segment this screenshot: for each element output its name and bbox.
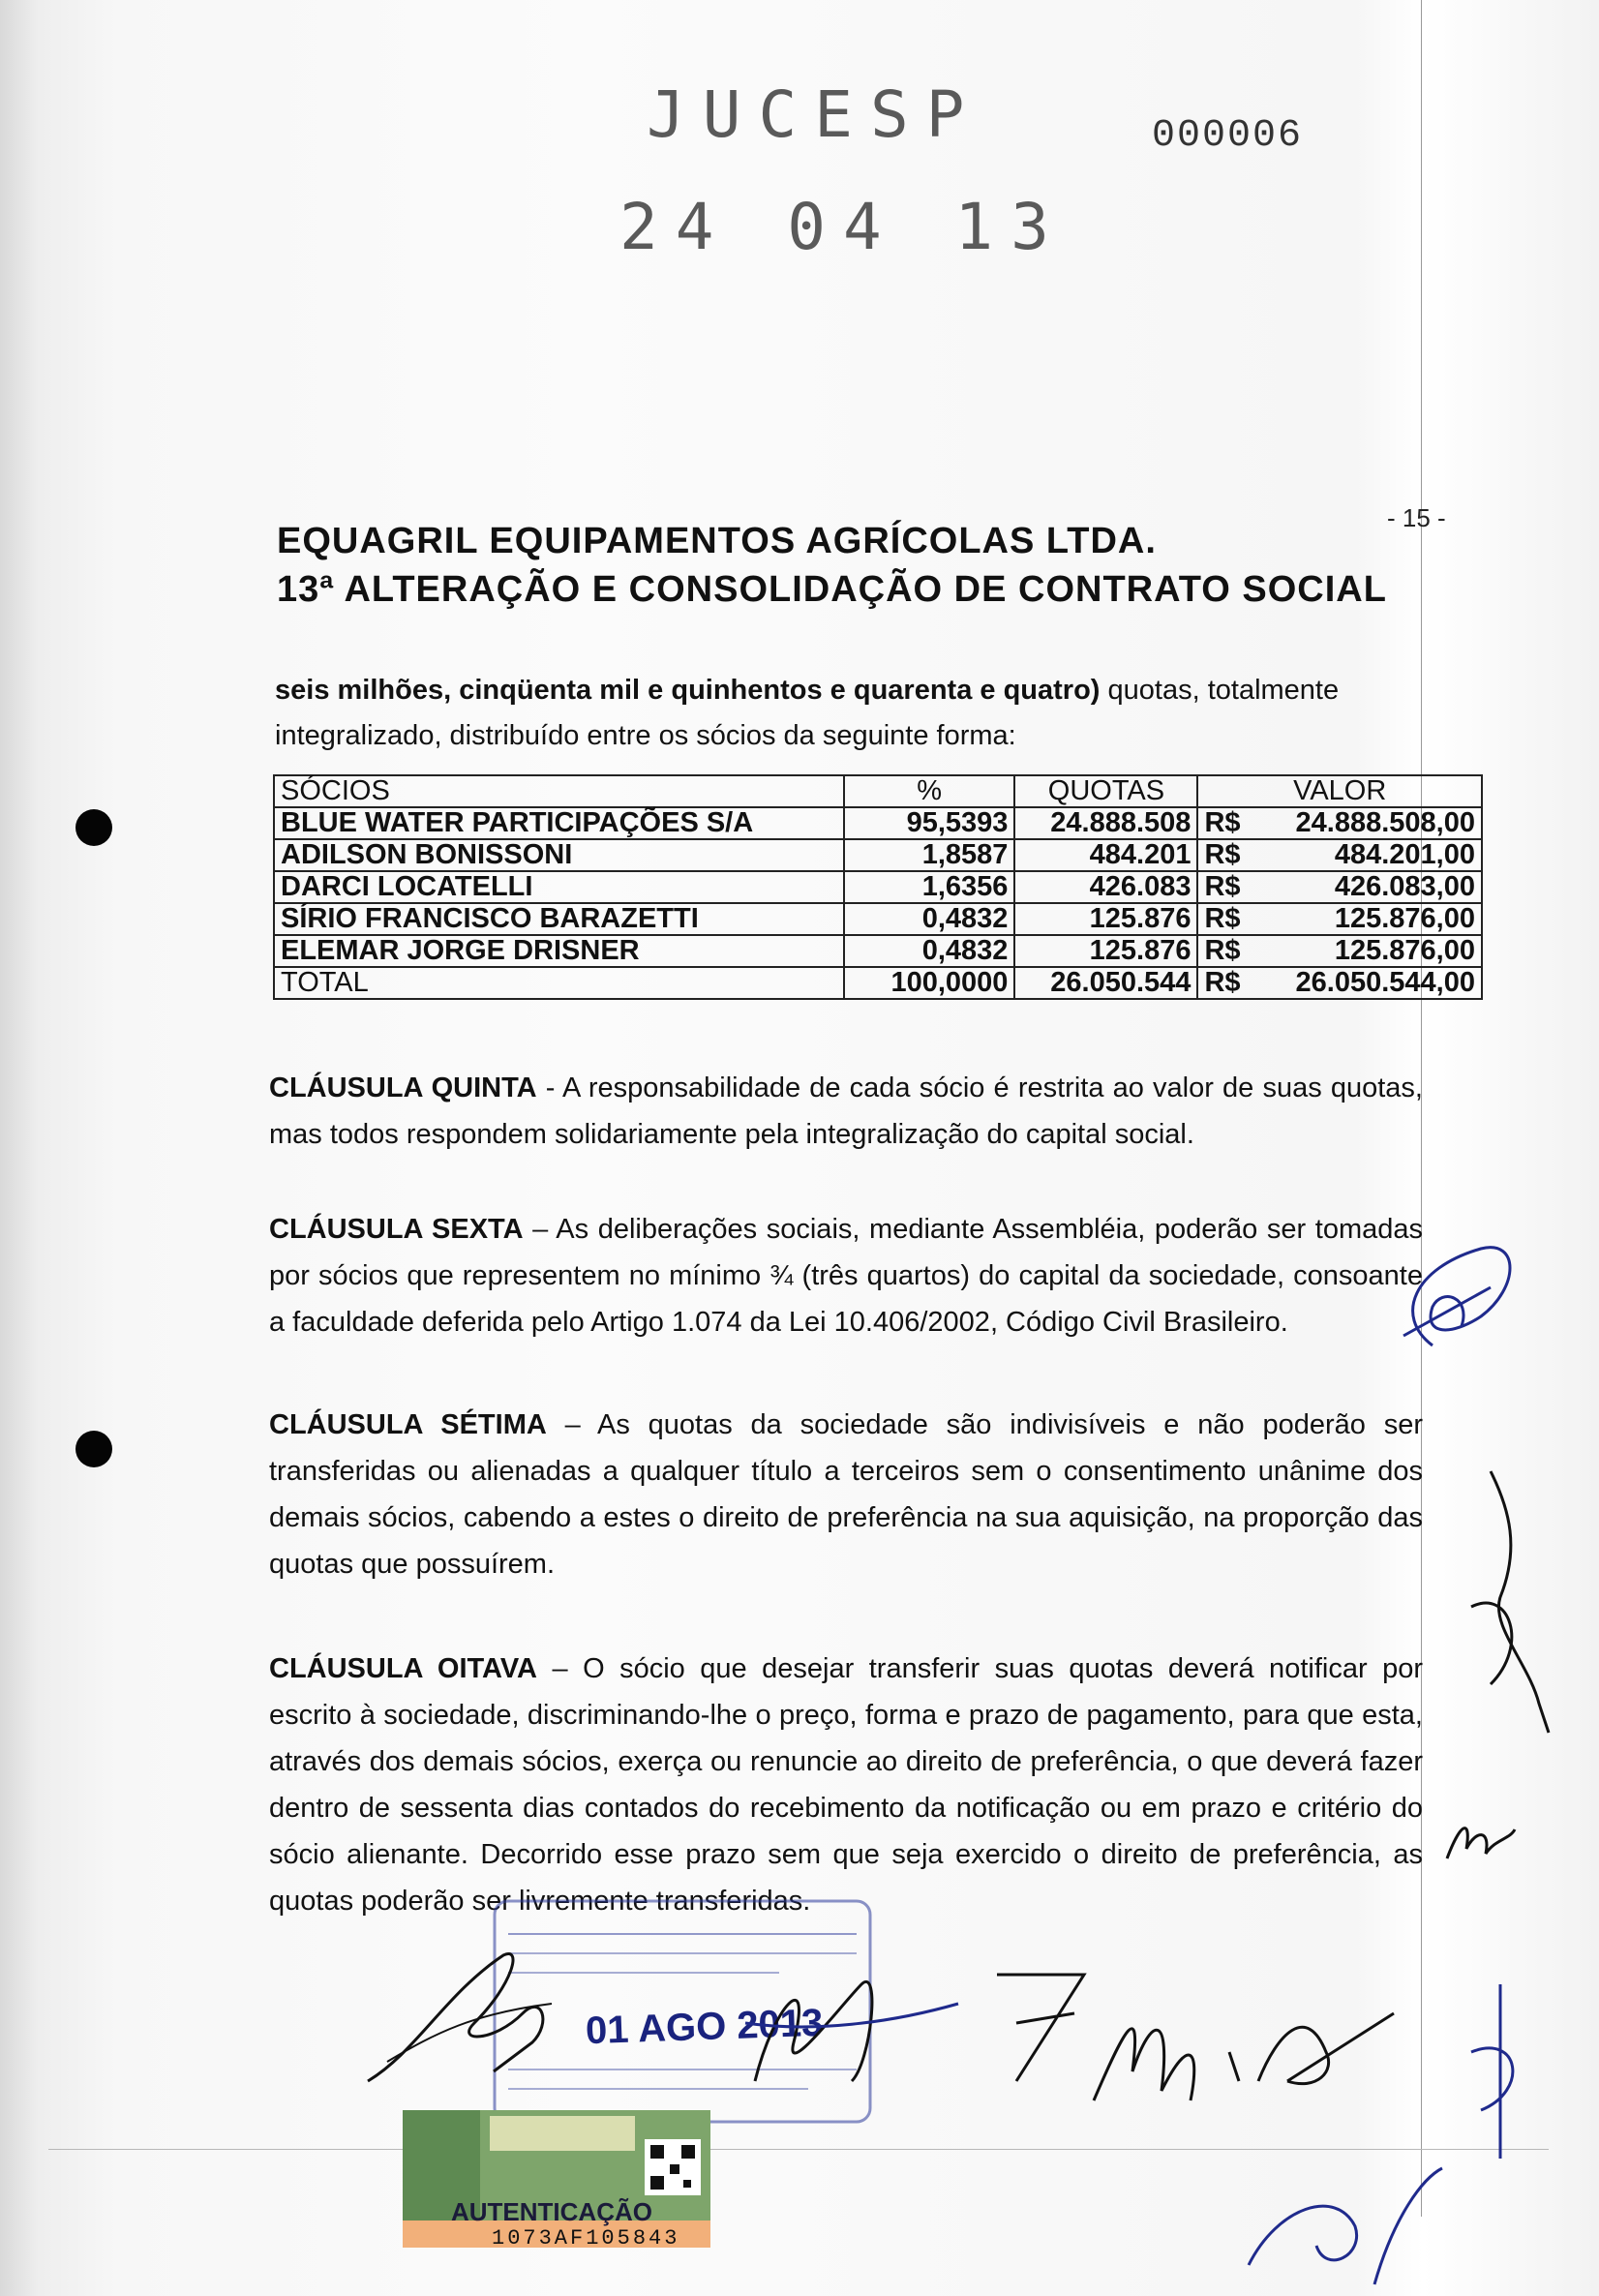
- header-valor: VALOR: [1197, 775, 1482, 807]
- partner-name: ADILSON BONISSONI: [274, 839, 844, 871]
- partner-quotas: 24.888.508: [1014, 807, 1197, 839]
- table-header-row: [274, 775, 1482, 807]
- clause-seventh: [269, 1402, 1423, 1587]
- partner-currency: R$: [1197, 839, 1252, 871]
- partners-table: [273, 774, 1483, 1000]
- table-row: [274, 871, 1482, 903]
- total-label: TOTAL: [274, 967, 844, 999]
- partner-valor: 125.876,00: [1252, 935, 1482, 967]
- intro-bold: seis milhões, cinqüenta mil e quinhentos e quarenta e quatro): [275, 675, 1101, 706]
- partner-quotas: 125.876: [1014, 903, 1197, 935]
- intro-paragraph: [275, 668, 1427, 759]
- partner-currency: R$: [1197, 903, 1252, 935]
- clause-text: – As deliberações sociais, mediante Assembléia, poderão ser tomadas por sócios que representem no mínimo ¾ (três quartos) do capital da sociedade, consoante a faculdade deferida pelo Artigo 1.074 da Lei 10.406/2002, Código Civil Brasileiro.: [269, 1214, 1424, 1338]
- punch-hole-top: [75, 809, 112, 846]
- clause-eighth: [269, 1646, 1423, 1924]
- partner-name: SÍRIO FRANCISCO BARAZETTI: [274, 903, 844, 935]
- partner-currency: R$: [1197, 807, 1252, 839]
- clause-title: CLÁUSULA OITAVA: [269, 1653, 537, 1684]
- total-quotas: 26.050.544: [1014, 967, 1197, 999]
- table-row: [274, 807, 1482, 839]
- clause-title: CLÁUSULA SEXTA: [269, 1214, 524, 1245]
- partner-valor: 24.888.508,00: [1252, 807, 1482, 839]
- punch-hole-bottom: [75, 1431, 112, 1467]
- partner-valor: 484.201,00: [1252, 839, 1482, 871]
- partner-percent: 1,8587: [844, 839, 1015, 871]
- sequence-number: 000006: [1152, 114, 1304, 158]
- clause-fifth: [269, 1065, 1423, 1158]
- table-row: [274, 935, 1482, 967]
- page-number: - 15 -: [1387, 503, 1446, 532]
- partner-percent: 0,4832: [844, 935, 1015, 967]
- total-percent: 100,0000: [844, 967, 1015, 999]
- partner-valor: 426.083,00: [1252, 871, 1482, 903]
- jucesp-stamp-date: 24 04 13: [619, 190, 1067, 264]
- partner-percent: 1,6356: [844, 871, 1015, 903]
- partner-currency: R$: [1197, 871, 1252, 903]
- partner-valor: 125.876,00: [1252, 903, 1482, 935]
- partner-percent: 95,5393: [844, 807, 1015, 839]
- table-row: [274, 839, 1482, 871]
- partner-name: ELEMAR JORGE DRISNER: [274, 935, 844, 967]
- notary-stamp-date: 01 AGO 2013: [585, 2001, 825, 2053]
- document-subtitle: 13ª ALTERAÇÃO E CONSOLIDAÇÃO DE CONTRATO SOCIAL: [277, 569, 1387, 610]
- header-percent: %: [844, 775, 1015, 807]
- partner-percent: 0,4832: [844, 903, 1015, 935]
- authentication-label: AUTENTICAÇÃO: [451, 2197, 652, 2226]
- clause-title: CLÁUSULA QUINTA: [269, 1072, 537, 1103]
- clause-text: – As quotas da sociedade são indivisíveis e não poderão ser transferidas ou alienadas a qualquer título a terceiros sem o consentimento unânime dos demais sócios, cabendo a estes o direito de preferência na sua aquisição, na proporção das quotas que possuírem.: [269, 1409, 1423, 1580]
- authentication-code: 1073AF105843: [492, 2226, 680, 2251]
- table-total-row: [274, 967, 1482, 999]
- clause-title: CLÁUSULA SÉTIMA: [269, 1409, 547, 1440]
- partner-name: BLUE WATER PARTICIPAÇÕES S/A: [274, 807, 844, 839]
- intro-rest: quotas, totalmente integralizado, distribuído entre os sócios da seguinte forma:: [275, 675, 1340, 751]
- company-name: EQUAGRIL EQUIPAMENTOS AGRÍCOLAS LTDA.: [277, 521, 1157, 561]
- page-bottom-line: [48, 2149, 1549, 2150]
- partner-currency: R$: [1197, 935, 1252, 967]
- header-socios: SÓCIOS: [274, 775, 844, 807]
- jucesp-stamp: JUCESP: [647, 77, 982, 152]
- header-quotas: QUOTAS: [1014, 775, 1197, 807]
- clause-text: – O sócio que desejar transferir suas quotas deverá notificar por escrito à sociedade, discriminando-lhe o preço, forma e prazo de pagamento, para que esta, através dos demais sócios, exerça ou renuncie ao direito de preferência, o que deverá fazer dentro de sessenta dias contados do recebimento da notificação ou em prazo e critério do sócio alienante. Decorrido esse prazo sem que seja exercido o direito de preferência, as quotas poderão ser livremente transferidas.: [269, 1653, 1423, 1917]
- total-valor: 26.050.544,00: [1252, 967, 1482, 999]
- partner-quotas: 125.876: [1014, 935, 1197, 967]
- partner-quotas: 426.083: [1014, 871, 1197, 903]
- partner-name: DARCI LOCATELLI: [274, 871, 844, 903]
- total-currency: R$: [1197, 967, 1252, 999]
- table-row: [274, 903, 1482, 935]
- partner-quotas: 484.201: [1014, 839, 1197, 871]
- clause-text: - A responsabilidade de cada sócio é restrita ao valor de suas quotas, mas todos respondem solidariamente pela integralização do capital social.: [269, 1072, 1423, 1150]
- clause-sixth: [269, 1206, 1423, 1345]
